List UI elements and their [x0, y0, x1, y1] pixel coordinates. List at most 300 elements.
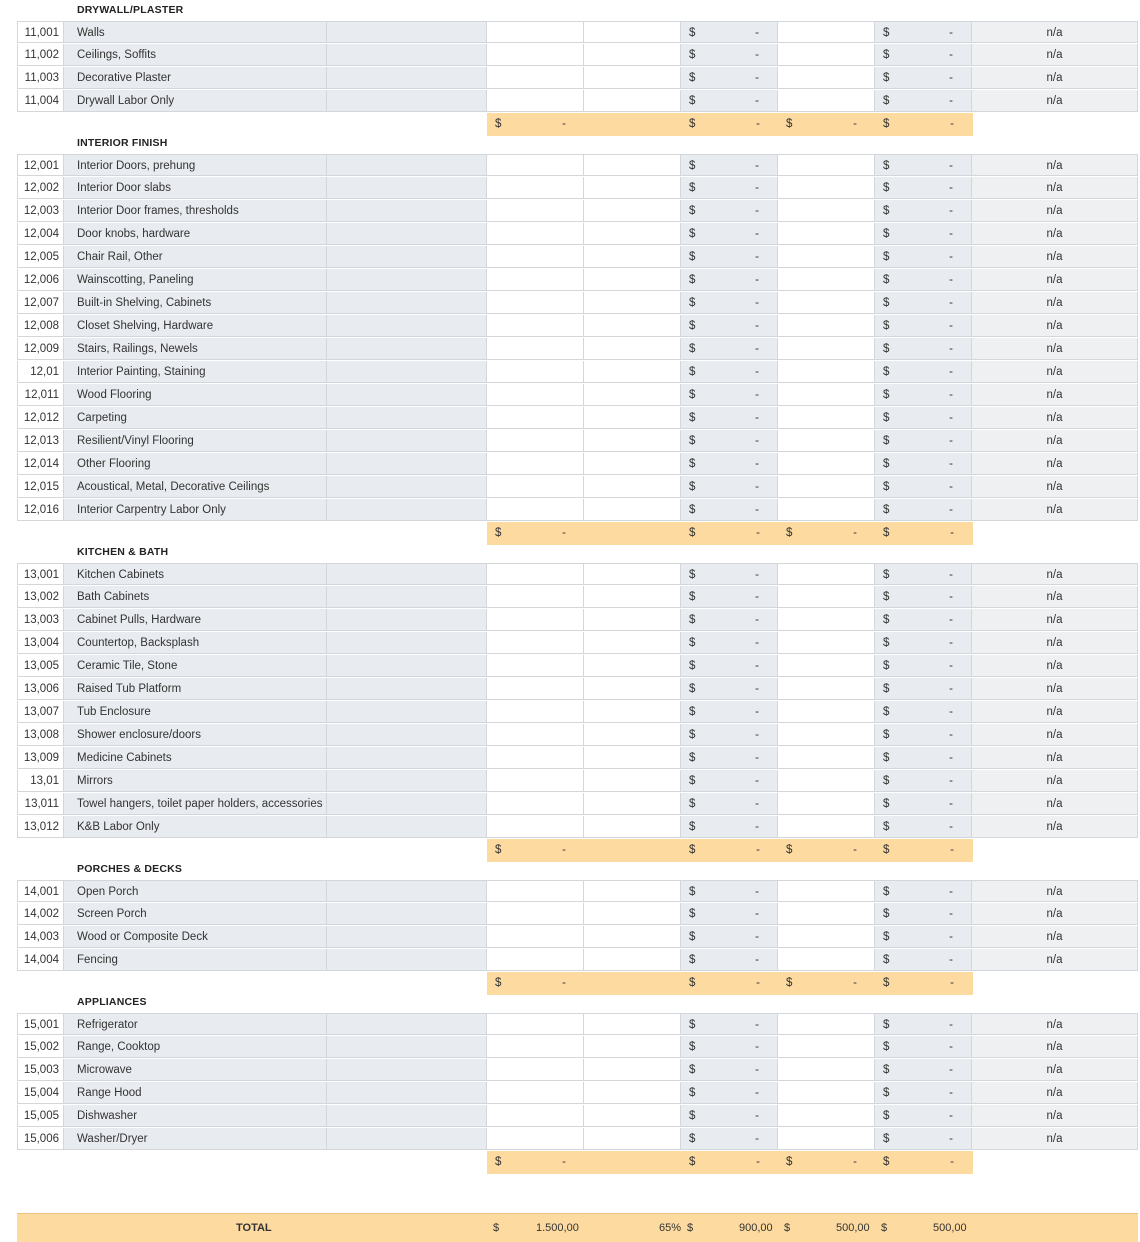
amount-due-cell — [875, 701, 972, 723]
empty-value-dash: - — [949, 591, 953, 603]
paid-input-cell[interactable] — [778, 747, 875, 769]
quantity-input-cell[interactable] — [584, 816, 681, 838]
quantity-input-cell[interactable] — [584, 90, 681, 112]
empty-value-dash: - — [755, 160, 759, 172]
quantity-input-cell[interactable] — [584, 1013, 681, 1035]
currency-symbol: $ — [883, 954, 890, 966]
amount-due-cell — [875, 67, 972, 89]
currency-symbol: $ — [689, 458, 696, 470]
section-title: DRYWALL/PLASTER — [77, 4, 184, 16]
notes-cell[interactable] — [327, 586, 487, 608]
amount-cell — [681, 430, 778, 452]
budget-input-cell[interactable] — [487, 499, 584, 521]
notes-cell[interactable] — [327, 632, 487, 654]
item-number: 15,006 — [17, 1128, 64, 1150]
budget-input-cell[interactable] — [487, 632, 584, 654]
empty-value-dash: - — [949, 95, 953, 107]
notes-cell[interactable] — [327, 90, 487, 112]
notes-cell[interactable] — [327, 430, 487, 452]
currency-symbol: $ — [883, 931, 890, 943]
budget-input-cell[interactable] — [487, 338, 584, 360]
budget-input-cell[interactable] — [487, 770, 584, 792]
notes-cell[interactable] — [327, 1059, 487, 1081]
quantity-input-cell[interactable] — [584, 200, 681, 222]
paid-input-cell[interactable] — [778, 1128, 875, 1150]
paid-input-cell[interactable] — [778, 655, 875, 677]
currency-symbol: $ — [883, 251, 890, 263]
currency-symbol: $ — [495, 1156, 502, 1168]
quantity-input-cell[interactable] — [584, 770, 681, 792]
budget-input-cell[interactable] — [487, 747, 584, 769]
quantity-input-cell[interactable] — [584, 1036, 681, 1058]
notes-cell[interactable] — [327, 476, 487, 498]
subtotal-cell — [778, 113, 875, 136]
currency-symbol: $ — [689, 775, 696, 787]
currency-symbol: $ — [689, 637, 696, 649]
amount-cell — [681, 67, 778, 89]
currency-symbol: $ — [883, 228, 890, 240]
quantity-input-cell[interactable] — [584, 292, 681, 314]
notes-cell[interactable] — [327, 453, 487, 475]
paid-input-cell[interactable] — [778, 292, 875, 314]
quantity-input-cell[interactable] — [584, 223, 681, 245]
empty-value-dash: - — [949, 297, 953, 309]
quantity-input-cell[interactable] — [584, 586, 681, 608]
currency-symbol: $ — [883, 527, 890, 539]
budget-input-cell[interactable] — [487, 655, 584, 677]
quantity-input-cell[interactable] — [584, 949, 681, 971]
item-description: Interior Doors, prehung — [64, 154, 327, 176]
item-number: 11,002 — [17, 44, 64, 66]
total-currency-symbol: $ — [881, 1222, 888, 1234]
budget-input-cell[interactable] — [487, 816, 584, 838]
item-number: 13,012 — [17, 816, 64, 838]
budget-input-cell[interactable] — [487, 701, 584, 723]
notes-cell[interactable] — [327, 269, 487, 291]
currency-symbol: $ — [689, 251, 696, 263]
budget-input-cell[interactable] — [487, 154, 584, 176]
table-row — [17, 315, 1138, 338]
paid-input-cell[interactable] — [778, 177, 875, 199]
notes-cell[interactable] — [327, 407, 487, 429]
subtotal-cell — [487, 522, 584, 545]
quantity-input-cell[interactable] — [584, 1105, 681, 1127]
amount-cell — [681, 407, 778, 429]
notes-cell[interactable] — [327, 154, 487, 176]
currency-symbol: $ — [786, 118, 793, 130]
budget-input-cell[interactable] — [487, 223, 584, 245]
notes-cell[interactable] — [327, 1105, 487, 1127]
notes-cell[interactable] — [327, 770, 487, 792]
table-row — [17, 430, 1138, 453]
paid-input-cell[interactable] — [778, 793, 875, 815]
currency-symbol: $ — [689, 1087, 696, 1099]
quantity-input-cell[interactable] — [584, 177, 681, 199]
paid-input-cell[interactable] — [778, 453, 875, 475]
item-description: Washer/Dryer — [64, 1128, 327, 1150]
budget-input-cell[interactable] — [487, 21, 584, 43]
empty-value-dash: - — [949, 274, 953, 286]
item-description: Fencing — [64, 949, 327, 971]
budget-input-cell[interactable] — [487, 177, 584, 199]
quantity-input-cell[interactable] — [584, 655, 681, 677]
paid-input-cell[interactable] — [778, 949, 875, 971]
table-row — [17, 292, 1138, 315]
currency-symbol: $ — [689, 954, 696, 966]
currency-symbol: $ — [883, 775, 890, 787]
empty-value-dash: - — [755, 481, 759, 493]
notes-cell[interactable] — [327, 223, 487, 245]
paid-input-cell[interactable] — [778, 678, 875, 700]
quantity-input-cell[interactable] — [584, 880, 681, 902]
empty-value-dash: - — [755, 49, 759, 61]
item-number: 13,01 — [17, 770, 64, 792]
budget-input-cell[interactable] — [487, 67, 584, 89]
status-na-cell: n/a — [972, 154, 1138, 176]
notes-cell[interactable] — [327, 1082, 487, 1104]
budget-input-cell[interactable] — [487, 1013, 584, 1035]
amount-due-cell — [875, 655, 972, 677]
amount-cell — [681, 223, 778, 245]
notes-cell[interactable] — [327, 701, 487, 723]
item-number: 13,004 — [17, 632, 64, 654]
quantity-input-cell[interactable] — [584, 1082, 681, 1104]
empty-value-dash: - — [949, 1133, 953, 1145]
budget-input-cell[interactable] — [487, 926, 584, 948]
currency-symbol: $ — [689, 844, 696, 856]
item-description: Ceramic Tile, Stone — [64, 655, 327, 677]
budget-input-cell[interactable] — [487, 453, 584, 475]
quantity-input-cell[interactable] — [584, 430, 681, 452]
amount-due-cell — [875, 315, 972, 337]
total-currency-symbol: $ — [784, 1222, 791, 1234]
budget-input-cell[interactable] — [487, 724, 584, 746]
quantity-input-cell[interactable] — [584, 1059, 681, 1081]
paid-input-cell[interactable] — [778, 476, 875, 498]
item-number: 14,003 — [17, 926, 64, 948]
amount-due-cell — [875, 1013, 972, 1035]
notes-cell[interactable] — [327, 315, 487, 337]
amount-due-cell — [875, 90, 972, 112]
amount-cell — [681, 1105, 778, 1127]
total-due-value: 500,00 — [933, 1222, 967, 1234]
currency-symbol: $ — [883, 95, 890, 107]
currency-symbol: $ — [883, 118, 890, 130]
item-number: 12,008 — [17, 315, 64, 337]
budget-input-cell[interactable] — [487, 476, 584, 498]
quantity-input-cell[interactable] — [584, 246, 681, 268]
quantity-input-cell[interactable] — [584, 724, 681, 746]
paid-input-cell[interactable] — [778, 880, 875, 902]
budget-input-cell[interactable] — [487, 1128, 584, 1150]
budget-input-cell[interactable] — [487, 384, 584, 406]
currency-symbol: $ — [883, 1041, 890, 1053]
notes-cell[interactable] — [327, 724, 487, 746]
budget-input-cell[interactable] — [487, 292, 584, 314]
quantity-input-cell[interactable] — [584, 384, 681, 406]
amount-due-cell — [875, 678, 972, 700]
notes-cell[interactable] — [327, 246, 487, 268]
notes-cell[interactable] — [327, 384, 487, 406]
item-description: Medicine Cabinets — [64, 747, 327, 769]
notes-cell[interactable] — [327, 793, 487, 815]
empty-value-dash: - — [755, 1087, 759, 1099]
paid-input-cell[interactable] — [778, 1082, 875, 1104]
notes-cell[interactable] — [327, 609, 487, 631]
status-na-cell: n/a — [972, 678, 1138, 700]
paid-input-cell[interactable] — [778, 430, 875, 452]
notes-cell[interactable] — [327, 292, 487, 314]
budget-input-cell[interactable] — [487, 407, 584, 429]
notes-cell[interactable] — [327, 499, 487, 521]
quantity-input-cell[interactable] — [584, 407, 681, 429]
budget-input-cell[interactable] — [487, 880, 584, 902]
subtotal-cell — [875, 522, 972, 545]
quantity-input-cell[interactable] — [584, 338, 681, 360]
quantity-input-cell[interactable] — [584, 609, 681, 631]
notes-cell[interactable] — [327, 338, 487, 360]
paid-input-cell[interactable] — [778, 499, 875, 521]
item-description: Bath Cabinets — [64, 586, 327, 608]
quantity-input-cell[interactable] — [584, 678, 681, 700]
paid-input-cell[interactable] — [778, 246, 875, 268]
amount-due-cell — [875, 903, 972, 925]
item-description: Stairs, Railings, Newels — [64, 338, 327, 360]
currency-symbol: $ — [689, 72, 696, 84]
subtotal-cell — [487, 113, 584, 136]
paid-input-cell[interactable] — [778, 1105, 875, 1127]
currency-symbol: $ — [883, 569, 890, 581]
paid-input-cell[interactable] — [778, 361, 875, 383]
item-description: Walls — [64, 21, 327, 43]
empty-value-dash: - — [755, 274, 759, 286]
notes-cell[interactable] — [327, 1128, 487, 1150]
quantity-input-cell[interactable] — [584, 476, 681, 498]
amount-due-cell — [875, 453, 972, 475]
quantity-input-cell[interactable] — [584, 701, 681, 723]
quantity-input-cell[interactable] — [584, 793, 681, 815]
paid-input-cell[interactable] — [778, 1013, 875, 1035]
notes-cell[interactable] — [327, 655, 487, 677]
table-row — [17, 770, 1138, 793]
paid-input-cell[interactable] — [778, 338, 875, 360]
currency-symbol: $ — [689, 660, 696, 672]
notes-cell[interactable] — [327, 200, 487, 222]
paid-input-cell[interactable] — [778, 563, 875, 585]
status-na-cell: n/a — [972, 1059, 1138, 1081]
item-number: 13,006 — [17, 678, 64, 700]
item-description: Closet Shelving, Hardware — [64, 315, 327, 337]
quantity-input-cell[interactable] — [584, 563, 681, 585]
paid-input-cell[interactable] — [778, 269, 875, 291]
budget-input-cell[interactable] — [487, 563, 584, 585]
empty-value-dash: - — [755, 886, 759, 898]
quantity-input-cell[interactable] — [584, 361, 681, 383]
notes-cell[interactable] — [327, 926, 487, 948]
currency-symbol: $ — [689, 683, 696, 695]
budget-input-cell[interactable] — [487, 269, 584, 291]
currency-symbol: $ — [883, 160, 890, 172]
quantity-input-cell[interactable] — [584, 154, 681, 176]
amount-due-cell — [875, 384, 972, 406]
status-na-cell: n/a — [972, 1082, 1138, 1104]
budget-input-cell[interactable] — [487, 430, 584, 452]
paid-input-cell[interactable] — [778, 67, 875, 89]
paid-input-cell[interactable] — [778, 1036, 875, 1058]
status-na-cell: n/a — [972, 1036, 1138, 1058]
budget-input-cell[interactable] — [487, 793, 584, 815]
quantity-input-cell[interactable] — [584, 269, 681, 291]
quantity-input-cell[interactable] — [584, 903, 681, 925]
empty-value-dash: - — [950, 527, 954, 539]
paid-input-cell[interactable] — [778, 816, 875, 838]
currency-symbol: $ — [883, 27, 890, 39]
notes-cell[interactable] — [327, 1013, 487, 1035]
paid-input-cell[interactable] — [778, 315, 875, 337]
amount-due-cell — [875, 292, 972, 314]
budget-input-cell[interactable] — [487, 90, 584, 112]
budget-input-cell[interactable] — [487, 609, 584, 631]
empty-value-dash: - — [756, 118, 760, 130]
paid-input-cell[interactable] — [778, 154, 875, 176]
paid-input-cell[interactable] — [778, 384, 875, 406]
budget-input-cell[interactable] — [487, 1036, 584, 1058]
amount-cell — [681, 1059, 778, 1081]
paid-input-cell[interactable] — [778, 223, 875, 245]
budget-input-cell[interactable] — [487, 200, 584, 222]
amount-cell — [681, 476, 778, 498]
paid-input-cell[interactable] — [778, 90, 875, 112]
amount-cell — [681, 499, 778, 521]
table-row — [17, 678, 1138, 701]
item-number: 12,015 — [17, 476, 64, 498]
table-row — [17, 747, 1138, 770]
quantity-input-cell[interactable] — [584, 21, 681, 43]
currency-symbol: $ — [786, 1156, 793, 1168]
paid-input-cell[interactable] — [778, 407, 875, 429]
currency-symbol: $ — [689, 49, 696, 61]
quantity-input-cell[interactable] — [584, 747, 681, 769]
budget-input-cell[interactable] — [487, 1059, 584, 1081]
budget-input-cell[interactable] — [487, 361, 584, 383]
currency-symbol: $ — [883, 49, 890, 61]
quantity-input-cell[interactable] — [584, 453, 681, 475]
notes-cell[interactable] — [327, 361, 487, 383]
notes-cell[interactable] — [327, 880, 487, 902]
paid-input-cell[interactable] — [778, 200, 875, 222]
budget-input-cell[interactable] — [487, 586, 584, 608]
status-na-cell: n/a — [972, 338, 1138, 360]
table-row — [17, 223, 1138, 246]
budget-input-cell[interactable] — [487, 903, 584, 925]
empty-value-dash: - — [755, 95, 759, 107]
currency-symbol: $ — [883, 72, 890, 84]
notes-cell[interactable] — [327, 949, 487, 971]
notes-cell[interactable] — [327, 563, 487, 585]
subtotal-cell — [778, 522, 875, 545]
budget-input-cell[interactable] — [487, 246, 584, 268]
currency-symbol: $ — [689, 569, 696, 581]
notes-cell[interactable] — [327, 67, 487, 89]
table-row — [17, 793, 1138, 816]
notes-cell[interactable] — [327, 177, 487, 199]
paid-input-cell[interactable] — [778, 724, 875, 746]
notes-cell[interactable] — [327, 747, 487, 769]
subtotal-cell — [487, 839, 584, 862]
notes-cell[interactable] — [327, 678, 487, 700]
budget-input-cell[interactable] — [487, 315, 584, 337]
paid-input-cell[interactable] — [778, 586, 875, 608]
quantity-input-cell[interactable] — [584, 926, 681, 948]
quantity-input-cell[interactable] — [584, 315, 681, 337]
currency-symbol: $ — [883, 637, 890, 649]
paid-input-cell[interactable] — [778, 609, 875, 631]
table-row — [17, 1036, 1138, 1059]
empty-value-dash: - — [949, 1110, 953, 1122]
amount-due-cell — [875, 476, 972, 498]
paid-input-cell[interactable] — [778, 926, 875, 948]
empty-value-dash: - — [755, 412, 759, 424]
item-number: 13,007 — [17, 701, 64, 723]
quantity-input-cell[interactable] — [584, 1128, 681, 1150]
currency-symbol: $ — [689, 1110, 696, 1122]
budget-input-cell[interactable] — [487, 1082, 584, 1104]
status-na-cell: n/a — [972, 21, 1138, 43]
currency-symbol: $ — [883, 389, 890, 401]
empty-value-dash: - — [949, 343, 953, 355]
paid-input-cell[interactable] — [778, 701, 875, 723]
paid-input-cell[interactable] — [778, 1059, 875, 1081]
empty-value-dash: - — [755, 775, 759, 787]
currency-symbol: $ — [883, 683, 890, 695]
currency-symbol: $ — [689, 343, 696, 355]
currency-symbol: $ — [786, 527, 793, 539]
currency-symbol: $ — [883, 320, 890, 332]
currency-symbol: $ — [883, 821, 890, 833]
notes-cell[interactable] — [327, 1036, 487, 1058]
status-na-cell: n/a — [972, 269, 1138, 291]
empty-value-dash: - — [755, 435, 759, 447]
paid-input-cell[interactable] — [778, 21, 875, 43]
notes-cell[interactable] — [327, 903, 487, 925]
empty-value-dash: - — [949, 389, 953, 401]
status-na-cell: n/a — [972, 44, 1138, 66]
paid-input-cell[interactable] — [778, 632, 875, 654]
table-row — [17, 1013, 1138, 1036]
budget-input-cell[interactable] — [487, 1105, 584, 1127]
quantity-input-cell[interactable] — [584, 44, 681, 66]
paid-input-cell[interactable] — [778, 770, 875, 792]
notes-cell[interactable] — [327, 21, 487, 43]
currency-symbol: $ — [883, 752, 890, 764]
quantity-input-cell[interactable] — [584, 499, 681, 521]
paid-input-cell[interactable] — [778, 44, 875, 66]
notes-cell[interactable] — [327, 816, 487, 838]
paid-input-cell[interactable] — [778, 903, 875, 925]
budget-input-cell[interactable] — [487, 44, 584, 66]
budget-input-cell[interactable] — [487, 949, 584, 971]
item-number: 12,016 — [17, 499, 64, 521]
amount-cell — [681, 384, 778, 406]
status-na-cell: n/a — [972, 200, 1138, 222]
budget-input-cell[interactable] — [487, 678, 584, 700]
empty-value-dash: - — [755, 1133, 759, 1145]
notes-cell[interactable] — [327, 44, 487, 66]
quantity-input-cell[interactable] — [584, 632, 681, 654]
quantity-input-cell[interactable] — [584, 67, 681, 89]
currency-symbol: $ — [689, 297, 696, 309]
item-number: 12,006 — [17, 269, 64, 291]
